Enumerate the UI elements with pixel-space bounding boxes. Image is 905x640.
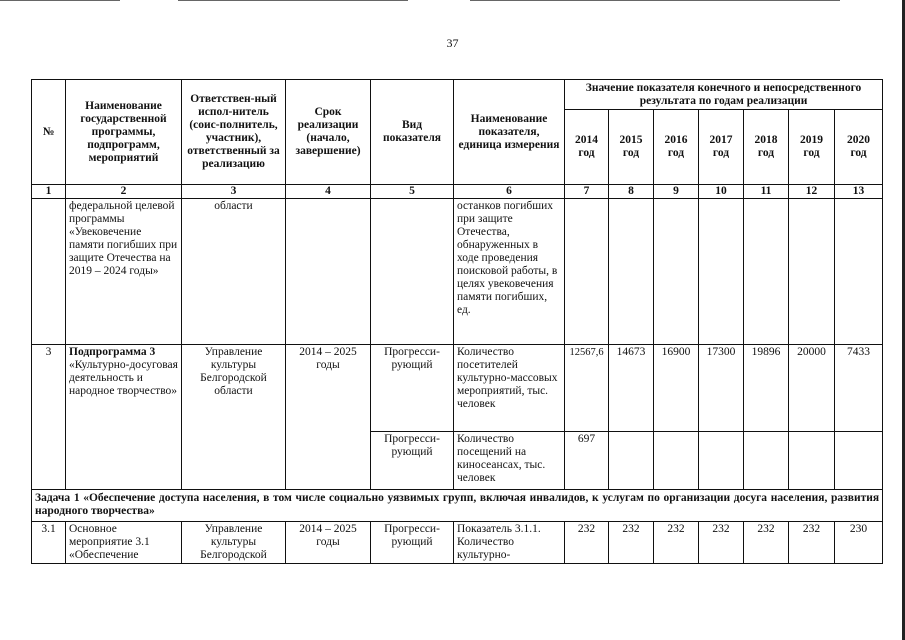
row-term [286,199,371,345]
row-value: 17300 [699,345,744,432]
row-indicator-type: Прогресси-рующий [371,432,454,490]
task-text: Задача 1 «Обеспечение доступа населения, в том числе социально уязвимых групп, включая инвалидов, к услугам по организации досуга населения, развития народного творчества» [32,490,883,522]
row-value: 14673 [609,345,654,432]
indicators-table [31,79,883,564]
column-number: 7 [565,185,609,199]
row-program [66,345,182,490]
row-value [744,199,789,345]
column-number: 6 [454,185,565,199]
column-number: 1 [32,185,66,199]
row-value: 230 [835,522,883,564]
table-row [32,199,883,345]
row-responsible: Управление культуры Белгородской области [182,345,286,490]
row-value: 232 [699,522,744,564]
row-indicator-name: Показатель 3.1.1. Количество культурно- [454,522,565,564]
column-number: 3 [182,185,286,199]
header-indicator-name: Наименование показателя, единица измерения [454,80,565,185]
row-value [609,432,654,490]
row-indicator-type: Прогресси-рующий [371,345,454,432]
row-value: 232 [654,522,699,564]
column-number: 13 [835,185,883,199]
row-value [835,199,883,345]
row-program: Основное мероприятие 3.1 «Обеспечение [66,522,182,564]
row-value [609,199,654,345]
row-value: 697 [565,432,609,490]
header-year: 2020 год [835,110,883,185]
subprogram-name: «Культурно-досуговая деятельность и народное творчество» [69,359,178,397]
header-term: Срок реализации (начало, завершение) [286,80,371,185]
scan-edge-line [0,0,120,1]
row-indicator-type [371,199,454,345]
header-year: 2016 год [654,110,699,185]
row-indicator-name: Количество посетителей культурно-массовых мероприятий, тыс. человек [454,345,565,432]
row-value [744,432,789,490]
column-number: 2 [66,185,182,199]
row-num: 3.1 [32,522,66,564]
header-year: 2019 год [789,110,835,185]
row-term: 2014 – 2025 годы [286,522,371,564]
column-number: 11 [744,185,789,199]
row-value [654,432,699,490]
row-term: 2014 – 2025 годы [286,345,371,490]
row-value: 20000 [789,345,835,432]
scan-edge-line [470,0,840,1]
row-indicator-type: Прогресси-рующий [371,522,454,564]
table-row [32,522,883,564]
row-value: 232 [744,522,789,564]
row-indicator-name: Количество посещений на киносеансах, тыс. человек [454,432,565,490]
row-value [699,199,744,345]
row-responsible: области [182,199,286,345]
row-value [789,199,835,345]
header-year: 2018 год [744,110,789,185]
header-year: 2014 год [565,110,609,185]
column-number: 10 [699,185,744,199]
row-value: 16900 [654,345,699,432]
column-number: 4 [286,185,371,199]
scan-edge-line [178,0,408,1]
header-program: Наименование государственной программы, подпрограмм, мероприятий [66,80,182,185]
column-numbers-row [32,185,883,199]
row-num [32,199,66,345]
row-value [789,432,835,490]
row-program: федеральной целевой программы «Увековечение памяти погибших при защите Отечества на 2019 – 2024 годы» [66,199,182,345]
row-value: 12567,6 [565,345,609,432]
row-value [654,199,699,345]
header-year: 2015 год [609,110,654,185]
row-value: 19896 [744,345,789,432]
row-value [835,432,883,490]
row-num: 3 [32,345,66,490]
header-indicator-type: Вид показателя [371,80,454,185]
column-number: 8 [609,185,654,199]
row-indicator-name: останков погибших при защите Отечества, обнаруженных в ходе проведения поисковой работы, в целях увековечения памяти погибших, ед. [454,199,565,345]
header-row [32,80,883,110]
row-responsible: Управление культуры Белгородской [182,522,286,564]
row-value: 7433 [835,345,883,432]
row-value: 232 [565,522,609,564]
header-year: 2017 год [699,110,744,185]
header-values-group: Значение показателя конечного и непосредственного результата по годам реализации [565,80,883,110]
task-row [32,490,883,522]
table-row [32,345,883,432]
header-num: № [32,80,66,185]
header-responsible: Ответствен-ный испол-нитель (соис-полнитель, участник), ответственный за реализацию [182,80,286,185]
subprogram-title: Подпрограмма 3 [69,346,156,358]
row-value [565,199,609,345]
row-value: 232 [789,522,835,564]
column-number: 12 [789,185,835,199]
page-number: 37 [446,36,459,50]
column-number: 5 [371,185,454,199]
row-value: 232 [609,522,654,564]
row-value [699,432,744,490]
column-number: 9 [654,185,699,199]
